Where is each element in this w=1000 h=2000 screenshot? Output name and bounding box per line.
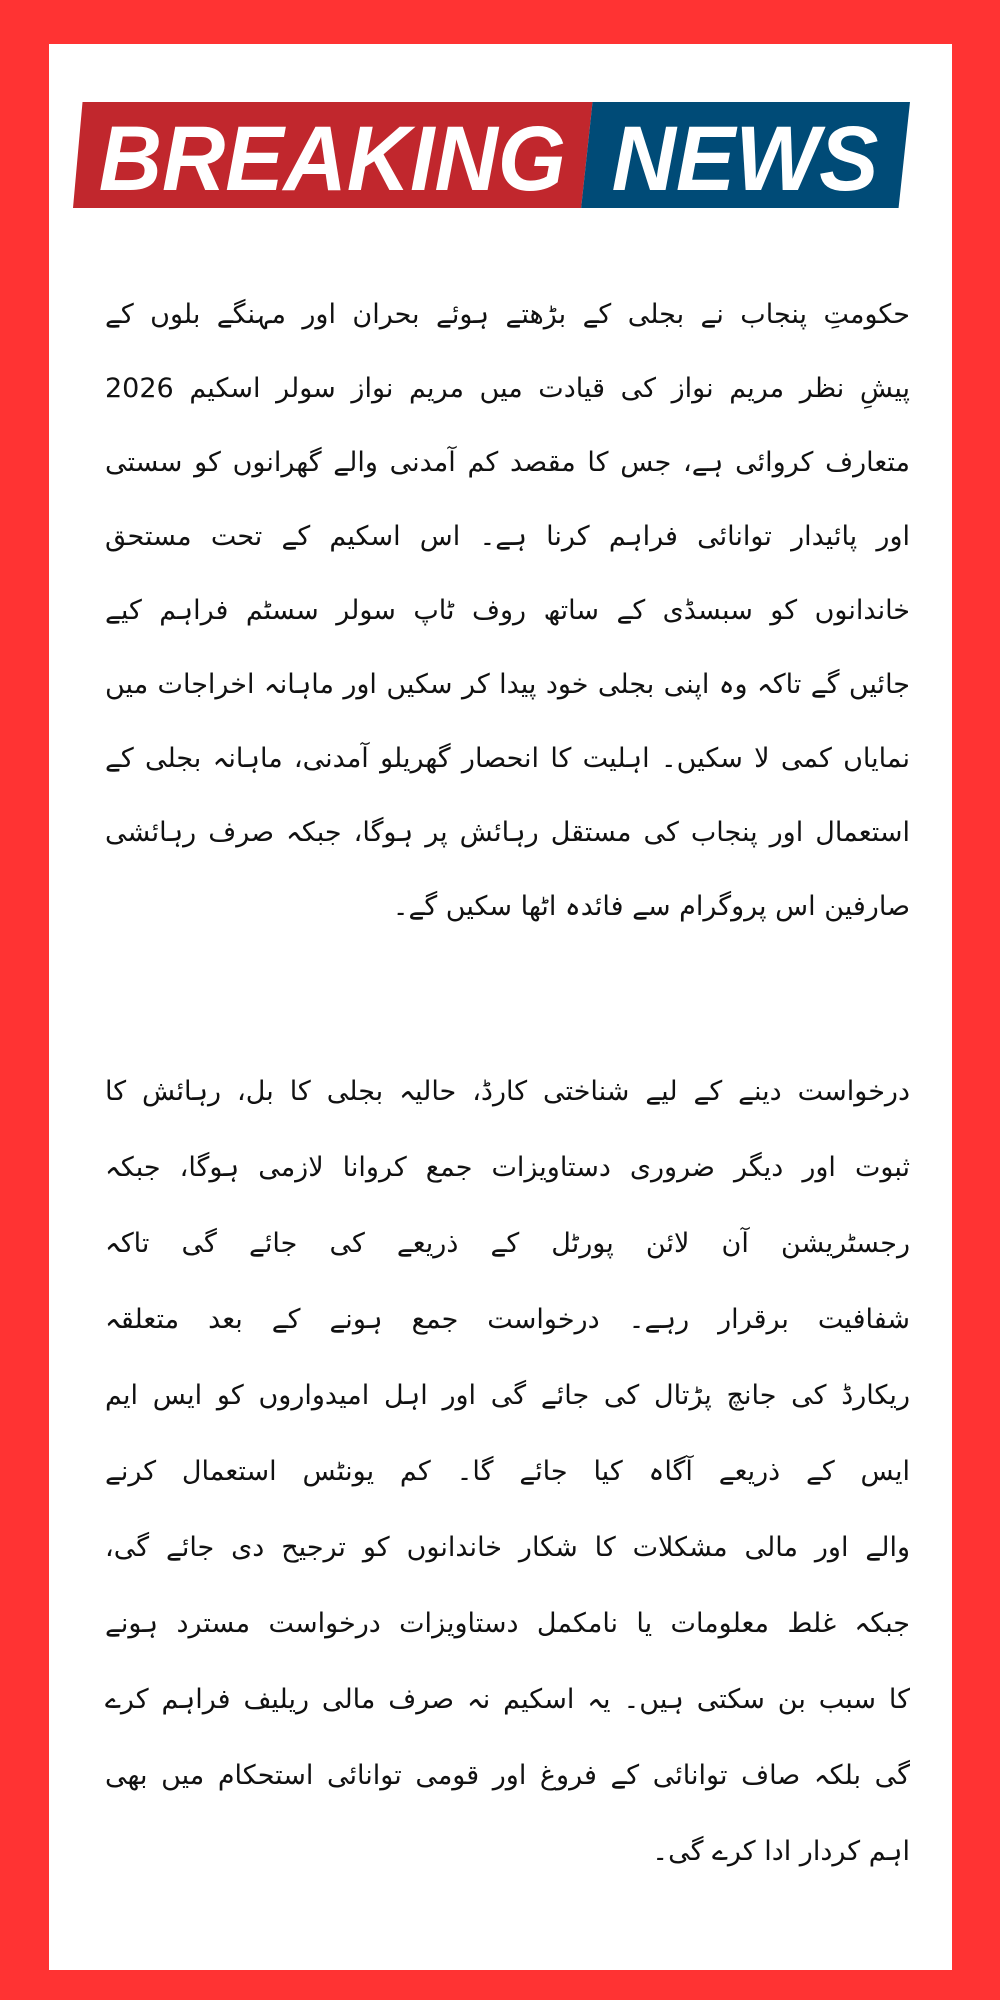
article-line: پیشِ نظر مریم نواز کی قیادت میں مریم نواز سولر اسکیم 2026 [105,373,910,404]
article-line: والے اور مالی مشکلات کا شکار خاندانوں کو ترجیح دی جائے گی، [105,1532,910,1563]
article-line: ایس کے ذریعے آگاہ کیا جائے گا۔ کم یونٹس استعمال کرنے [105,1456,910,1487]
article-paragraph-2 [105,1054,910,1890]
article-panel [49,44,952,1970]
article-line: جائیں گے تاکہ وہ اپنی بجلی خود پیدا کر سکیں اور ماہانہ اخراجات میں [105,669,910,700]
article-line: ثبوت اور دیگر ضروری دستاویزات جمع کروانا لازمی ہوگا، جبکہ [105,1152,910,1183]
article-paragraph-1 [105,278,910,944]
article-line: متعارف کروائی ہے، جس کا مقصد کم آمدنی والے گھرانوں کو سستی [105,447,910,478]
article-line: اور پائیدار توانائی فراہم کرنا ہے۔ اس اسکیم کے تحت مستحق [105,521,910,552]
article-line: درخواست دینے کے لیے شناختی کارڈ، حالیہ بجلی کا بل، رہائش کا [105,1076,910,1107]
article-line: رجسٹریشن آن لائن پورٹل کے ذریعے کی جائے گی تاکہ [105,1228,910,1259]
banner-word-news: NEWS [611,108,879,208]
article-line: گی بلکہ صاف توانائی کے فروغ اور قومی توانائی استحکام میں بھی [105,1760,910,1791]
article-line: کا سبب بن سکتی ہیں۔ یہ اسکیم نہ صرف مالی ریلیف فراہم کرے [105,1684,910,1715]
article-line: خاندانوں کو سبسڈی کے ساتھ روف ٹاپ سولر سسٹم فراہم کیے [105,595,910,626]
article-line: استعمال اور پنجاب کی مستقل رہائش پر ہوگا، جبکہ صرف رہائشی [105,817,910,848]
breaking-news-banner [73,102,910,208]
article-line: ریکارڈ کی جانچ پڑتال کی جائے گی اور اہل امیدواروں کو ایس ایم [105,1380,910,1411]
article-line: صارفین اس پروگرام سے فائدہ اٹھا سکیں گے۔ [392,891,910,922]
article-line: شفافیت برقرار رہے۔ درخواست جمع ہونے کے بعد متعلقہ [105,1304,910,1335]
article-line: حکومتِ پنجاب نے بجلی کے بڑھتے ہوئے بحران اور مہنگے بلوں کے [105,299,910,330]
article-line: اہم کردار ادا کرے گی۔ [652,1836,910,1867]
article-line: جبکہ غلط معلومات یا نامکمل دستاویزات درخواست مسترد ہونے [105,1608,910,1639]
article-line: نمایاں کمی لا سکیں۔ اہلیت کا انحصار گھریلو آمدنی، ماہانہ بجلی کے [105,743,910,774]
banner-word-breaking: BREAKING [98,108,566,208]
